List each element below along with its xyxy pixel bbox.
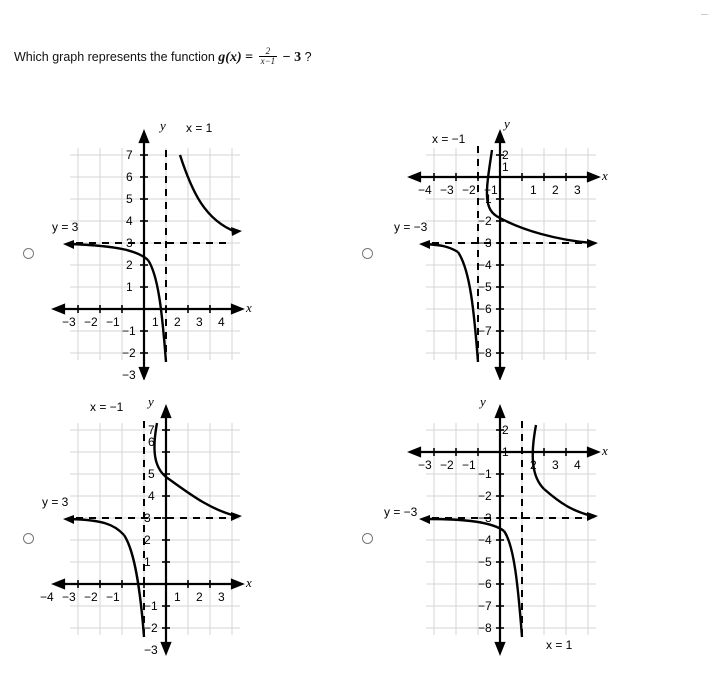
option-c-axis-label-x: x: [246, 575, 252, 590]
option-a-vertical-asymptote-label: x = 1: [186, 121, 213, 135]
option-d-xtick-neg3: −3: [418, 458, 432, 472]
option-d-xtick-4: 4: [574, 458, 581, 472]
option-c-ytick-6: 6: [148, 435, 155, 449]
graph-option-c: [40, 395, 290, 665]
option-a-xtick-3: 3: [196, 315, 203, 329]
radio-option-b[interactable]: [362, 248, 373, 259]
option-a-ytick-4: 4: [126, 214, 133, 228]
option-a-ytick-6: 6: [126, 170, 133, 184]
option-d-ytick-neg7: −7: [478, 599, 492, 613]
option-a-ytick-2: 2: [126, 258, 133, 272]
option-c-horizontal-asymptote-label: y = 3: [42, 495, 69, 509]
option-c-ytick-neg1: −1: [144, 599, 158, 613]
option-b-horizontal-asymptote-label: y = −3: [394, 220, 428, 234]
option-b-ytick-1: 1: [502, 160, 509, 174]
option-c[interactable]: [0, 395, 300, 675]
option-b[interactable]: [356, 110, 656, 390]
option-b-ytick-neg4: −4: [478, 258, 492, 272]
option-c-xtick-neg3: −3: [62, 590, 76, 604]
question-fraction: [259, 47, 278, 67]
option-c-ytick-3: 3: [144, 511, 151, 525]
fraction-numerator: 2: [265, 46, 271, 56]
option-c-ytick-7: 7: [148, 423, 155, 437]
option-a-ytick-7: 7: [126, 148, 133, 162]
radio-option-d[interactable]: [362, 533, 373, 544]
option-b-ytick-neg1: −1: [478, 192, 492, 206]
option-a-xtick-neg1: −1: [106, 315, 120, 329]
option-b-xtick-neg1: −1: [484, 183, 498, 197]
option-a-ytick-3: 3: [126, 236, 133, 250]
option-a-xtick-neg2: −2: [84, 315, 98, 329]
option-d-horizontal-asymptote-label: y = −3: [384, 505, 418, 519]
option-c-xtick-2: 2: [196, 590, 203, 604]
option-a-ytick-neg3: −3: [122, 368, 136, 382]
option-c-xtick-neg4: −4: [40, 590, 54, 604]
option-d-xtick-neg2: −2: [440, 458, 454, 472]
option-b-xtick-neg3: −3: [440, 183, 454, 197]
option-a-xtick-neg3: −3: [62, 315, 76, 329]
option-b-xtick-neg4: −4: [418, 183, 432, 197]
option-b-xtick-3: 3: [574, 183, 581, 197]
option-b-ytick-neg5: −5: [478, 280, 492, 294]
option-a-axis-label-y: y: [160, 118, 166, 133]
option-a-horizontal-asymptote-label: y = 3: [52, 220, 79, 234]
option-d-ytick-neg2: −2: [478, 489, 492, 503]
option-d-ytick-neg8: −8: [478, 621, 492, 635]
option-c-vertical-asymptote-label: x = −1: [90, 400, 124, 414]
option-a-ytick-neg1: −1: [122, 324, 136, 338]
radio-option-c[interactable]: [23, 533, 34, 544]
option-d-ytick-neg5: −5: [478, 555, 492, 569]
graph-option-d: [396, 395, 646, 665]
option-b-ytick-neg3: −3: [478, 236, 492, 250]
option-b-axis-label-x: x: [602, 168, 608, 183]
option-b-ytick-neg8: −8: [478, 346, 492, 360]
option-a-xtick-1: 1: [152, 315, 159, 329]
option-a-axis-label-x: x: [246, 300, 252, 315]
option-a-ytick-1: 1: [126, 280, 133, 294]
option-d-ytick-1: 1: [502, 445, 509, 459]
option-c-ytick-neg2: −2: [144, 621, 158, 635]
corner-mark: [701, 14, 708, 15]
option-d-axis-label-y: y: [480, 394, 486, 409]
option-b-ytick-neg6: −6: [478, 302, 492, 316]
question-equals: =: [245, 50, 254, 66]
option-b-axis-label-y: y: [504, 116, 510, 131]
option-b-xtick-1: 1: [530, 183, 537, 197]
option-c-ytick-1: 1: [144, 555, 151, 569]
question-minus-term: − 3: [282, 50, 302, 66]
option-d-ytick-neg1: −1: [478, 467, 492, 481]
graph-option-a: [40, 110, 290, 380]
option-c-ytick-2: 2: [144, 533, 151, 547]
option-b-ytick-neg2: −2: [478, 214, 492, 228]
option-d-ytick-neg4: −4: [478, 533, 492, 547]
option-c-ytick-4: 4: [148, 489, 155, 503]
option-b-vertical-asymptote-label: x = −1: [432, 132, 466, 146]
graph-option-b: [396, 110, 646, 380]
option-d-xtick-3: 3: [552, 458, 559, 472]
option-b-ytick-2: 2: [502, 148, 509, 162]
option-a[interactable]: [0, 110, 300, 390]
question-suffix: ?: [304, 50, 312, 65]
option-c-xtick-neg1: −1: [106, 590, 120, 604]
question-text: [14, 48, 312, 68]
radio-option-a[interactable]: [23, 248, 34, 259]
option-a-ytick-5: 5: [126, 192, 133, 206]
fraction-denominator: x−1: [260, 56, 276, 67]
question-prefix: Which graph represents the function: [14, 50, 215, 65]
option-b-xtick-2: 2: [552, 183, 559, 197]
option-d[interactable]: [356, 395, 656, 675]
option-a-ytick-neg2: −2: [122, 346, 136, 360]
option-b-ytick-neg7: −7: [478, 324, 492, 338]
option-a-xtick-4: 4: [218, 315, 225, 329]
option-c-axis-label-y: y: [148, 394, 154, 409]
option-c-ytick-5: 5: [148, 467, 155, 481]
option-a-xtick-2: 2: [174, 315, 181, 329]
option-d-ytick-2: 2: [502, 423, 509, 437]
option-c-xtick-1: 1: [174, 590, 181, 604]
option-b-xtick-neg2: −2: [462, 183, 476, 197]
option-c-xtick-neg2: −2: [84, 590, 98, 604]
option-c-xtick-3: 3: [218, 590, 225, 604]
option-d-ytick-neg3: −3: [478, 511, 492, 525]
option-d-xtick-neg1: −1: [462, 458, 476, 472]
option-d-vertical-asymptote-label: x = 1: [546, 638, 573, 652]
option-c-ytick-neg3: −3: [144, 643, 158, 657]
option-d-xtick-2: 2: [530, 458, 537, 472]
option-d-ytick-neg6: −6: [478, 577, 492, 591]
question-function-name: g(x): [218, 50, 242, 66]
option-d-axis-label-x: x: [602, 443, 608, 458]
